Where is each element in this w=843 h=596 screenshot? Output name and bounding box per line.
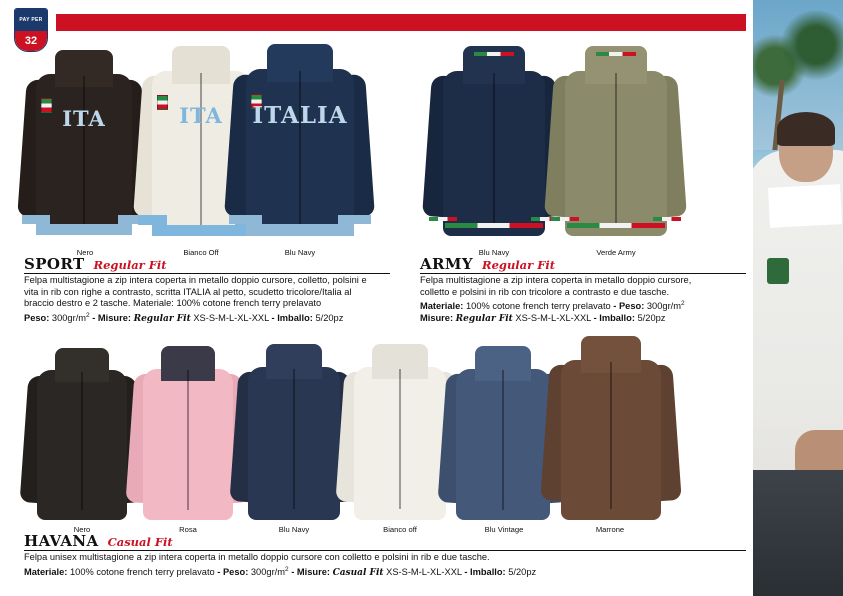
divider	[24, 273, 390, 274]
peso-value: 300gr/m	[51, 312, 87, 323]
section-description-havana	[24, 552, 750, 579]
jacket-zipper	[610, 362, 612, 509]
brand-logo-name: PAY PER	[15, 9, 47, 31]
imballo-value: 5/20pz	[637, 312, 666, 323]
misure-sizes: XS-S-M-L-XL-XXL	[386, 566, 462, 577]
color-label: Rosa	[179, 525, 197, 534]
page-number: 32	[15, 31, 47, 51]
product-image-havana-nero[interactable]	[26, 348, 138, 520]
peso-value: 300gr/m	[250, 566, 285, 577]
jacket-zipper	[200, 73, 202, 225]
jacket-zipper	[502, 370, 504, 509]
product-image-havana-rosa[interactable]	[132, 346, 244, 520]
misure-label: - Misure:	[92, 312, 131, 323]
jacket-cuff-right	[338, 215, 371, 225]
peso-label: Peso:	[24, 312, 50, 323]
color-label: Nero	[73, 525, 91, 534]
divider	[24, 550, 746, 551]
header-red-bar	[56, 14, 746, 31]
section-name: SPORT	[24, 255, 85, 273]
peso-label: - Peso:	[613, 301, 645, 312]
jacket-chest-print: ITA	[179, 103, 223, 128]
tricolor-cuff-left	[429, 217, 457, 221]
misure-sizes: XS-S-M-L-XL-XXL	[515, 312, 591, 323]
jacket-hem	[246, 224, 355, 236]
desc-line: braccio destro e 2 tasche. Materiale: 100% cotone french terry prelavato	[24, 298, 322, 309]
imballo-value: 5/20pz	[315, 312, 344, 323]
peso-unit-sup: 2	[681, 300, 685, 308]
color-label: Blu Navy	[284, 248, 316, 257]
misure-label: Misure:	[420, 312, 454, 323]
tricolor-hem-trim	[445, 223, 542, 228]
desc-line: vita in rib con righe a contrasto, scritta ITALIA al petto, scudetto tricolore/Italia al	[24, 286, 352, 297]
imballo-label: - Imballo:	[593, 312, 635, 323]
product-image-sport-navy[interactable]	[232, 44, 368, 236]
jacket-cuff-left	[22, 215, 51, 224]
misure-sizes: XS-S-M-L-XL-XXL	[193, 312, 269, 323]
color-label: Blu Vintage	[484, 525, 524, 534]
divider	[420, 273, 746, 274]
section-title-sport	[24, 255, 167, 274]
color-label: Bianco Off	[183, 248, 219, 257]
lifestyle-photo	[753, 0, 843, 596]
section-title-army	[420, 255, 555, 274]
desc-line: colletto e polsini in rib con tricolore a contrasto e due tasche.	[420, 286, 670, 297]
jacket-cuff-left	[138, 215, 167, 225]
tricolor-hem-trim	[567, 223, 664, 228]
photo-model-hair	[777, 112, 835, 146]
section-title-havana	[24, 532, 173, 551]
photo-model-lower	[753, 470, 843, 596]
desc-line: Felpa multistagione a zip intera coperta in metallo doppio cursore,	[420, 275, 692, 285]
peso-label: - Peso:	[217, 566, 249, 577]
section-description-army	[420, 275, 750, 325]
imballo-label: - Imballo:	[271, 312, 313, 323]
jacket-cuff-left	[229, 215, 262, 225]
tricolor-cuff-right	[653, 217, 681, 221]
product-image-havana-marrone[interactable]	[548, 336, 674, 520]
spec-line	[24, 564, 750, 580]
jacket-zipper	[493, 73, 495, 225]
tricolor-collar-trim	[596, 52, 637, 56]
jacket-zipper	[81, 372, 83, 510]
jacket-zipper	[299, 71, 301, 225]
spec-line	[420, 313, 750, 326]
desc-line: Felpa multistagione a zip intera coperta in metallo doppio cursore, colletto, polsini e	[24, 275, 367, 285]
color-label: Bianco off	[383, 525, 417, 534]
tricolor-cuff-left	[551, 217, 579, 221]
desc-line: Felpa unisex multistagione a zip intera coperta in metallo doppio cursore con colletto e polsini in rib e due tasche.	[24, 552, 490, 562]
materiale-label: Materiale:	[420, 301, 464, 312]
color-label: Verde Army	[596, 248, 636, 257]
misure-fit: Regular Fit	[133, 313, 191, 324]
section-description-sport	[24, 275, 396, 325]
product-image-army-navy[interactable]	[430, 46, 558, 236]
palm-tree-icon	[781, 10, 843, 80]
jacket-zipper	[83, 76, 85, 224]
section-fit: Regular Fit	[93, 258, 167, 272]
peso-unit-sup: 2	[86, 311, 90, 319]
section-fit: Casual Fit	[107, 535, 173, 549]
section-fit: Regular Fit	[482, 258, 556, 272]
spec-line	[24, 310, 396, 326]
tricolor-collar-trim	[474, 52, 515, 56]
color-label: Nero	[76, 248, 94, 257]
photo-model-collar	[768, 184, 842, 228]
materiale-value: 100% cotone french terry prelavato	[466, 301, 611, 312]
peso-value: 300gr/m	[646, 301, 681, 312]
color-label: Blu Navy	[278, 525, 310, 534]
misure-fit: Regular Fit	[455, 313, 513, 324]
jacket-hem	[36, 224, 132, 235]
section-name: HAVANA	[24, 532, 99, 550]
materiale-value: 100% cotone french terry prelavato	[70, 566, 215, 577]
peso-unit-sup: 2	[285, 565, 289, 573]
materiale-label: Materiale:	[24, 566, 68, 577]
color-label: Blu Navy	[478, 248, 510, 257]
imballo-label: - Imballo:	[464, 566, 506, 577]
jacket-zipper	[293, 369, 295, 510]
section-name: ARMY	[420, 255, 474, 273]
misure-fit: Casual Fit	[332, 567, 384, 578]
jacket-chest-print: ITALIA	[252, 101, 348, 129]
jacket-zipper	[187, 370, 189, 509]
product-image-sport-nero[interactable]	[24, 50, 144, 235]
imballo-value: 5/20pz	[508, 566, 537, 577]
misure-label: - Misure:	[291, 566, 330, 577]
spec-line	[420, 298, 750, 313]
jacket-zipper	[615, 73, 617, 225]
product-image-havana-navy[interactable]	[236, 344, 352, 520]
jacket-chest-print: ITA	[62, 105, 106, 131]
photo-model-emblem	[767, 258, 789, 284]
product-image-army-verde[interactable]	[552, 46, 680, 236]
jacket-zipper	[399, 369, 401, 510]
brand-logo	[14, 8, 48, 52]
color-label: Marrone	[595, 525, 625, 534]
